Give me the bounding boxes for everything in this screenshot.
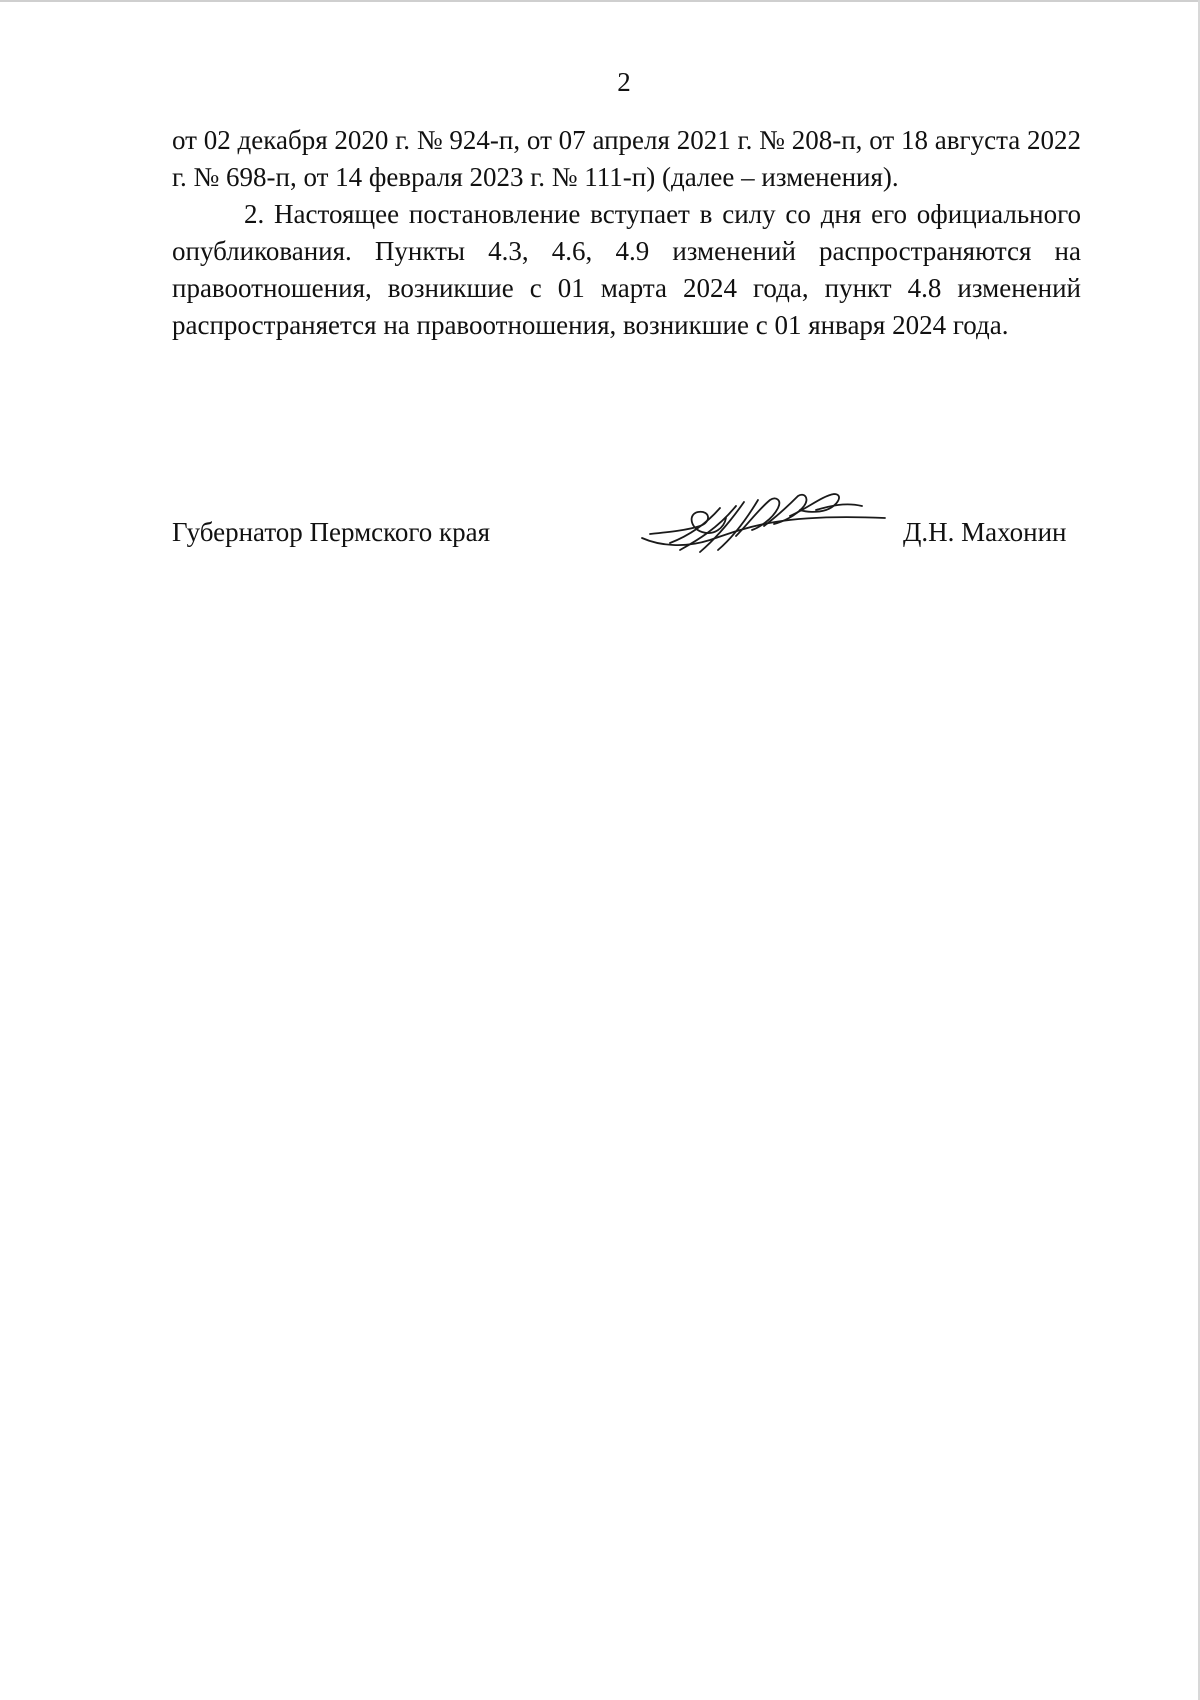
paragraph-continuation: от 02 декабря 2020 г. № 924-п, от 07 апреля 2021 г. № 208-п, от 18 августа 2022 г. № 698-п, от 14 февраля 2023 г. № 111-п) (далее – изменения). (172, 125, 1081, 192)
signatory-name: Д.Н. Махонин (903, 517, 1067, 547)
scan-edge-top (0, 0, 1200, 2)
page-number: 2 (617, 67, 631, 97)
paragraph-clause-2: 2. Настоящее постановление вступает в силу со дня его официального опубликования. Пункты 4.3, 4.6, 4.9 изменений распространяются на правоотношения, возникшие с 01 марта 2024 года, пункт 4.8 изменений распространяется на правоотношения, возникшие с 01 января 2024 года. (172, 199, 1081, 340)
handwritten-signature (640, 488, 900, 558)
signatory-position: Губернатор Пермского края (172, 517, 491, 547)
document-body (172, 122, 1081, 344)
